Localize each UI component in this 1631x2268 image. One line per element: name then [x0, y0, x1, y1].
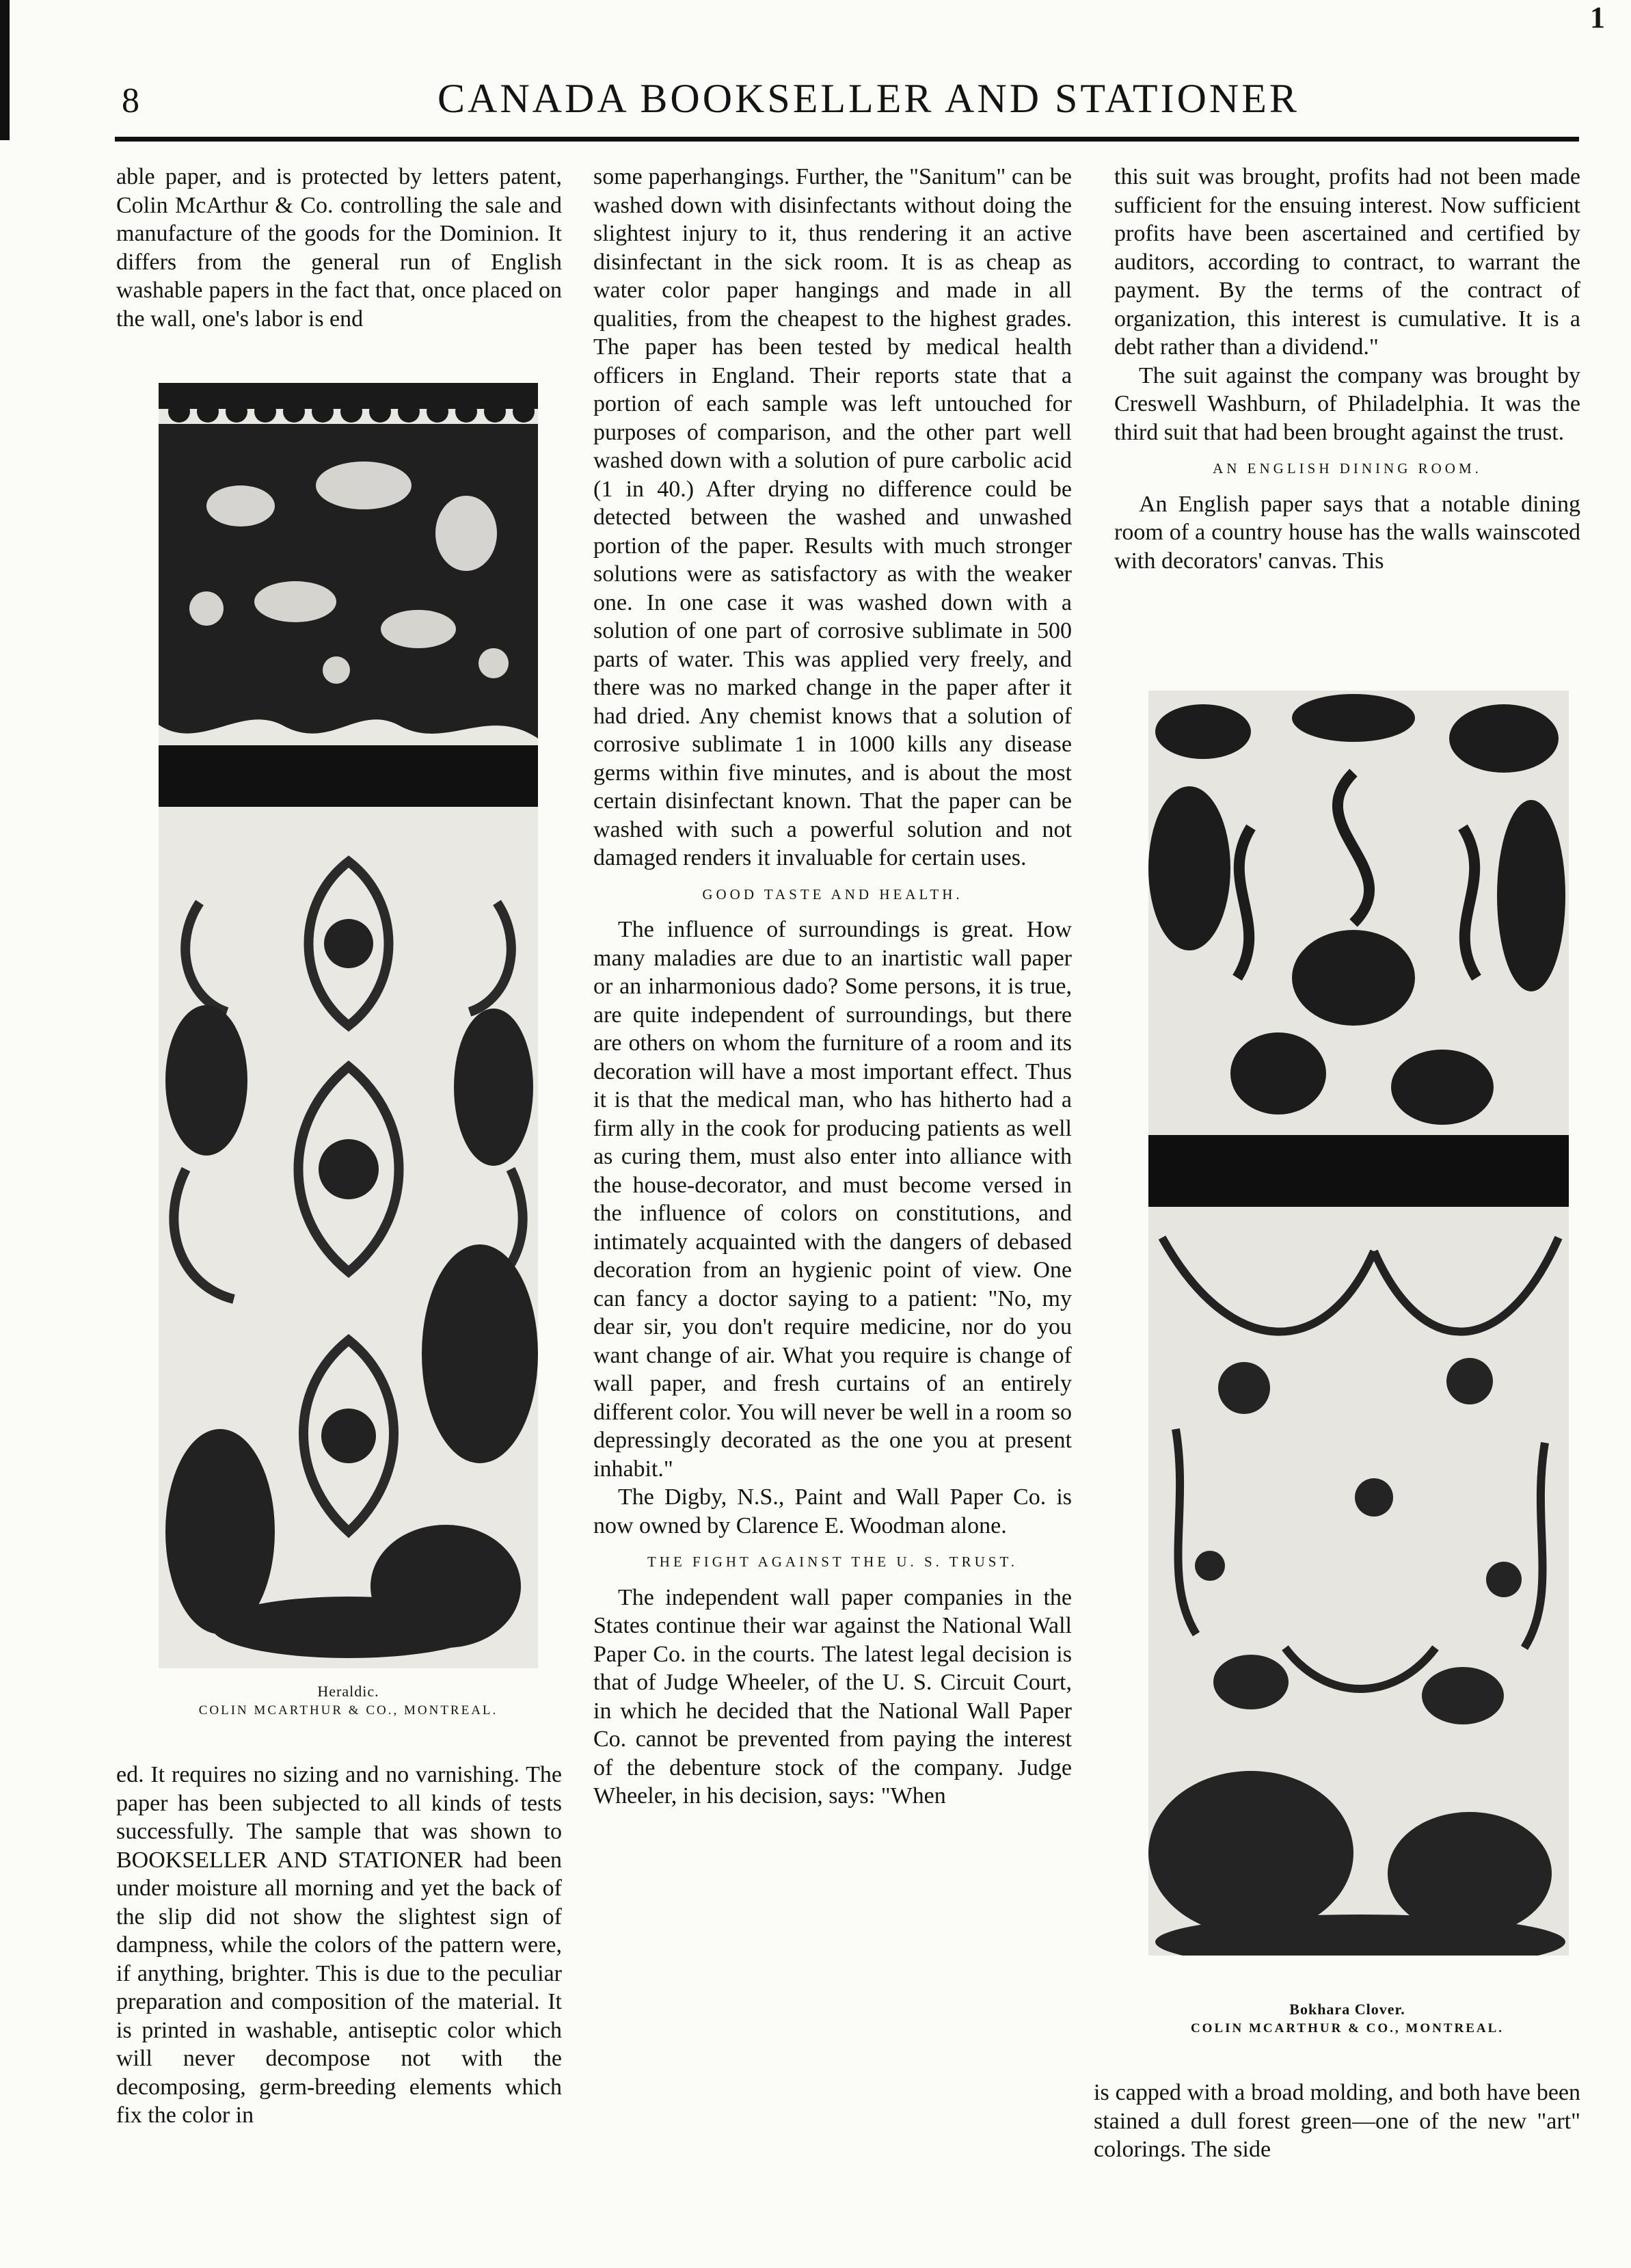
section-heading-us-trust: THE FIGHT AGAINST THE U. S. TRUST.	[647, 1553, 1018, 1570]
paragraph: this suit was brought, profits had not been made sufficient for the ensuing interest. Now sufficient profits have been ascertained and certified by auditors, according to contract, to warrant the payment. By the terms of the contract of organization, this interest is cumulative. It is a debt rather than a dividend."	[1114, 164, 1580, 360]
page-number: 8	[122, 81, 139, 120]
scan-edge-bar	[0, 0, 10, 140]
figure-2-caption	[1114, 2000, 1580, 2038]
column-2	[593, 163, 1072, 1811]
section-heading-dining-room: AN ENGLISH DINING ROOM.	[1213, 460, 1482, 477]
figure-2-title: Bokhara Clover.	[1289, 2001, 1405, 2018]
paragraph: The suit against the company was brought by Creswell Washburn, of Philadelphia. It was the third suit that had been brought against the trust.	[1114, 362, 1580, 445]
paragraph: ed. It requires no sizing and no varnishing. The paper has been subjected to all kinds of tests successfully. The sample that was shown to BOOKSELLER AND STATIONER had been under moisture all morning and yet the back of the slip did not show the slightest sign of dampness, while the colors of the pattern were, if anything, brighter. This is due to the peculiar preparation and composition of the material. It is printed in washable, antiseptic color which will never decompose not with the decomposing, germ-breeding elements which fix the color in	[116, 1762, 562, 2128]
page-title: CANADA BOOKSELLER AND STATIONER	[437, 76, 1299, 121]
figure-2-credit: COLIN MCARTHUR & CO., MONTREAL.	[1190, 2021, 1505, 2036]
header-rule	[115, 137, 1579, 142]
paragraph: An English paper says that a notable dining room of a country house has the walls wainscoted with decorators' canvas. This	[1114, 491, 1580, 574]
paragraph: able paper, and is protected by letters patent, Colin McArthur & Co. controlling the sale and manufacture of the goods for the Dominion. It differs from the general run of English washable papers in the fact that, once placed on the wall, one's labor is end	[116, 164, 562, 332]
column-1-top	[116, 163, 562, 333]
paragraph: The influence of surroundings is great. How many maladies are due to an inartistic wall paper or an inharmonious dado? Some persons, it is true, are quite independent of surroundings, but there are others on whom the furniture of a room and its decoration will have a most important effect. Thus it is that the medical man, who has hitherto had a firm ally in the cook for producing patients as well as curing them, must also enter into alliance with the house-decorator, and must become versed in the influence of colors on constitutions, and intimately acquainted with the dangers of debased decoration from an hygienic point of view. One can fancy a doctor saying to a patient: "No, my dear sir, you don't require medicine, nor do you want change of air. What you require is change of wall paper, and fresh curtains of an entirely different color. You will never be well in a room so depressingly decorated as the one you at present inhabit."	[593, 917, 1072, 1482]
column-3-bottom	[1094, 2079, 1580, 2164]
column-1-bottom	[116, 1761, 562, 2130]
paragraph: some paperhangings. Further, the "Sanitum" can be washed down with disinfectants without doing the slightest injury to it, thus rendering it an active disinfectant in the sick room. It is as cheap as water color paper hangings and made in all qualities, from the cheapest to the highest grades. The paper has been tested by medical health officers in England. Their reports state that a portion of each sample was left untouched for purposes of comparison, and the other part well washed down with a solution of pure carbolic acid (1 in 40.) After drying no difference could be detected between the washed and unwashed portion of the paper. Results with much stronger solutions were as satisfactory as with the weaker one. In one case it was washed down with a solution of one part of corrosive sublimate in 500 parts of water. This was applied very freely, and there was no marked change in the paper after it had dried. Any chemist knows that a solution of corrosive sublimate 1 in 1000 kills any disease germs within five minutes, and is about the most certain disinfectant known. That the paper can be washed with such a powerful solution and not damaged renders it invaluable for certain uses.	[593, 164, 1072, 870]
paragraph: The independent wall paper companies in the States continue their war against the National Wall Paper Co. in the courts. The latest legal decision is that of Judge Wheeler, of the U. S. Circuit Court, in which he decided that the National Wall Paper Co. cannot be prevented from paying the interest of the debenture stock of the company. Judge Wheeler, in his decision, says: "When	[593, 1584, 1072, 1809]
paragraph: The Digby, N.S., Paint and Wall Paper Co. is now owned by Clarence E. Woodman alone.	[593, 1484, 1072, 1538]
figure-1-title: Heraldic.	[317, 1683, 379, 1700]
figure-1-caption	[159, 1682, 538, 1720]
corner-mark: 1	[1590, 1, 1605, 34]
figure-1-credit: COLIN MCARTHUR & CO., MONTREAL.	[198, 1703, 498, 1718]
column-3-top	[1114, 163, 1580, 575]
wallpaper-illustration-bokhara-clover	[1148, 691, 1569, 1956]
wallpaper-illustration-heraldic	[159, 383, 538, 1668]
section-heading-good-taste: GOOD TASTE AND HEALTH.	[702, 885, 963, 903]
paragraph: is capped with a broad molding, and both have been stained a dull forest green—one of the new "art" colorings. The side	[1094, 2080, 1580, 2162]
